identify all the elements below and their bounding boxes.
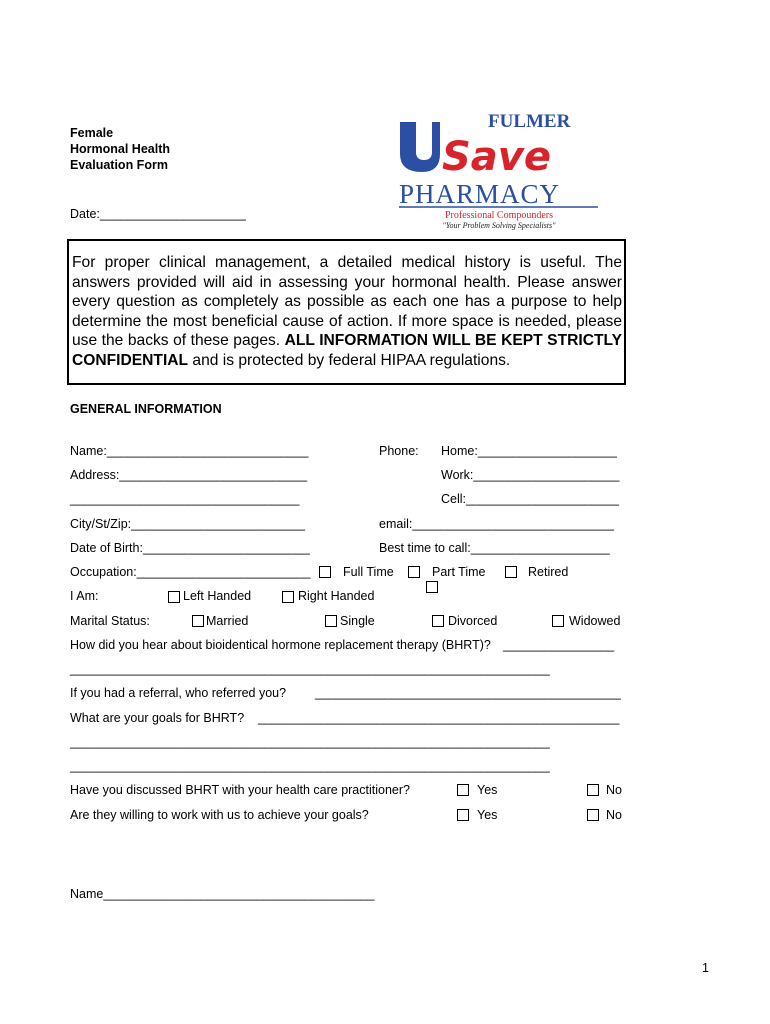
married-checkbox[interactable] — [192, 615, 204, 627]
best-time-to-call-field[interactable]: Best time to call:____________________ — [379, 541, 610, 555]
left-handed-label: Left Handed — [183, 589, 252, 603]
willing-yes-label: Yes — [477, 808, 498, 822]
logo-u-shape — [400, 122, 440, 172]
retired-label: Retired — [528, 565, 569, 579]
discussed-bhrt-question: Have you discussed BHRT with your health care practitioner? — [70, 783, 410, 797]
date-of-birth-field[interactable]: Date of Birth:________________________ — [70, 541, 310, 555]
goals-answer[interactable]: ____________________________________________________ — [258, 711, 620, 725]
full-time-label: Full Time — [343, 565, 394, 579]
notice-paragraph — [72, 253, 622, 370]
widowed-checkbox[interactable] — [552, 615, 564, 627]
occupation-field[interactable]: Occupation:_________________________ — [70, 565, 311, 579]
left-handed-checkbox[interactable] — [168, 591, 180, 603]
full-time-checkbox[interactable] — [319, 566, 331, 578]
notice-text: For proper clinical management, a detailed medical history is useful. The answers provided will aid in assessing your hormonal health. Please answer every question as completely as possible as each one has a purpose to help determine the most beneficial cause of action. If more space is needed, please use the backs of these pages. — [72, 254, 622, 349]
confidentiality-notice — [67, 239, 626, 385]
address-line-2-field[interactable]: _________________________________ — [70, 492, 300, 506]
date-field[interactable]: Date:_____________________ — [70, 207, 246, 221]
discussed-yes-label: Yes — [477, 783, 498, 797]
referral-answer[interactable]: ____________________________________________ — [315, 686, 621, 700]
part-time-label: Part Time — [432, 565, 486, 579]
logo-tagline: "Your Problem Solving Specialists" — [442, 221, 556, 230]
form-title — [70, 125, 170, 173]
logo-pharmacy-text: PHARMACY — [399, 179, 561, 209]
notice-tail-text: and is protected by federal HIPAA regulations. — [188, 351, 511, 369]
work-phone-field[interactable]: Work:_____________________ — [441, 468, 620, 482]
city-state-zip-field[interactable]: City/St/Zip:_________________________ — [70, 517, 305, 531]
referral-question: If you had a referral, who referred you? — [70, 686, 287, 700]
willing-yes-checkbox[interactable] — [457, 809, 469, 821]
discussed-yes-checkbox[interactable] — [457, 784, 469, 796]
discussed-no-checkbox[interactable] — [587, 784, 599, 796]
right-handed-label: Right Handed — [298, 589, 375, 603]
logo-save-text: Save — [442, 134, 552, 180]
discussed-no-label: No — [606, 783, 622, 797]
cell-phone-field[interactable]: Cell:______________________ — [441, 492, 619, 506]
usave-pharmacy-logo — [396, 108, 602, 233]
address-field[interactable]: Address:___________________________ — [70, 468, 308, 482]
willing-no-label: No — [606, 808, 622, 822]
extra-checkbox[interactable] — [426, 581, 438, 593]
widowed-label: Widowed — [569, 614, 621, 628]
notice-bold-text: ALL INFORMATION WILL BE KEPT STRICTLY CONFIDENTIAL — [72, 332, 622, 369]
marital-status-label: Marital Status: — [70, 614, 150, 628]
hear-about-bhrt-question: How did you hear about bioidentical hormone replacement therapy (BHRT)? — [70, 638, 491, 652]
title-line-2: Hormonal Health — [70, 142, 171, 156]
divorced-label: Divorced — [448, 614, 498, 628]
hear-about-bhrt-answer-line[interactable]: _____________________________________________________________________ — [70, 662, 550, 676]
single-label: Single — [340, 614, 375, 628]
right-handed-checkbox[interactable] — [282, 591, 294, 603]
logo-fulmer-text: FULMER — [488, 111, 571, 132]
i-am-label: I Am: — [70, 589, 99, 603]
goals-question: What are your goals for BHRT? — [70, 711, 245, 725]
willing-question: Are they willing to work with us to achieve your goals? — [70, 808, 369, 822]
phone-label: Phone: — [379, 444, 419, 458]
willing-no-checkbox[interactable] — [587, 809, 599, 821]
title-line-3: Evaluation Form — [70, 158, 168, 172]
married-label: Married — [206, 614, 249, 628]
goals-answer-line-2[interactable]: _____________________________________________________________________ — [70, 735, 550, 749]
logo-subtitle: Professional Compounders — [444, 210, 554, 221]
title-line-1: Female — [70, 126, 114, 140]
goals-answer-line-3[interactable]: _____________________________________________________________________ — [70, 759, 550, 773]
hear-about-bhrt-answer[interactable]: ________________ — [503, 638, 615, 652]
name-field[interactable]: Name:_____________________________ — [70, 444, 309, 458]
footer-name-field[interactable]: Name_______________________________________ — [70, 887, 375, 901]
part-time-checkbox[interactable] — [408, 566, 420, 578]
single-checkbox[interactable] — [325, 615, 337, 627]
page-number: 1 — [702, 961, 709, 975]
section-heading: GENERAL INFORMATION — [70, 402, 222, 416]
home-phone-field[interactable]: Home:____________________ — [441, 444, 617, 458]
retired-checkbox[interactable] — [505, 566, 517, 578]
divorced-checkbox[interactable] — [432, 615, 444, 627]
email-field[interactable]: email:_____________________________ — [379, 517, 614, 531]
